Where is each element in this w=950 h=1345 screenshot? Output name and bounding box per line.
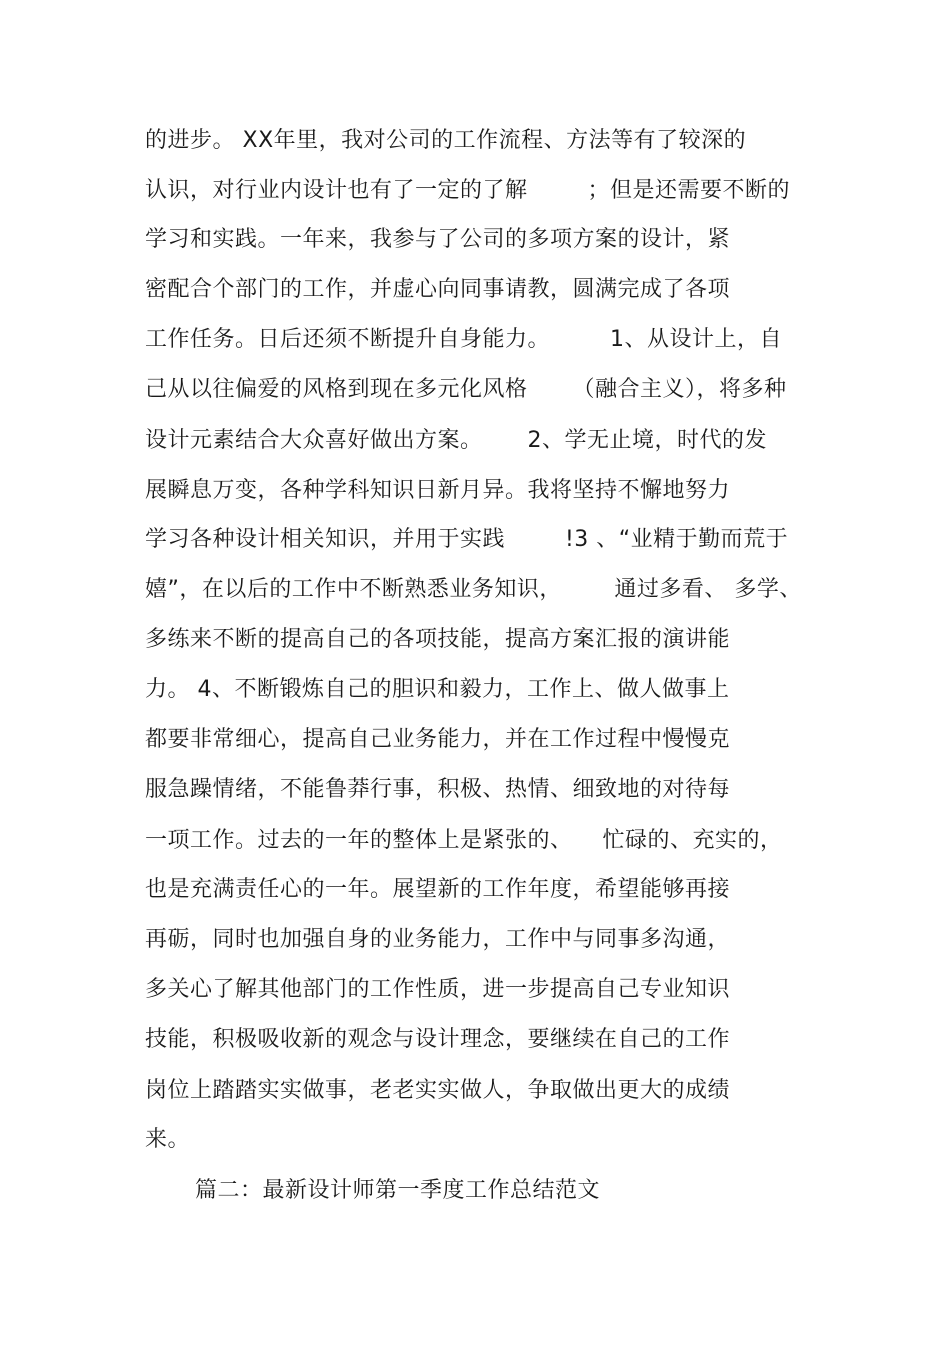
body-text-line: 服急躁情绪，不能鲁莽行事，积极、热情、细致地的对待每: [145, 777, 731, 802]
body-text-line: 来。: [145, 1127, 191, 1152]
body-text-line: 岗位上踏踏实实做事，老老实实做人，争取做出更大的成绩: [145, 1078, 731, 1103]
body-text-line: 工作任务。日后还须不断提升自身能力。 1、从设计上，自: [145, 327, 782, 352]
body-text-line: 都要非常细心，提高自己业务能力，并在工作过程中慢慢克: [145, 727, 731, 752]
body-text-line: 学习和实践。一年来，我参与了公司的多项方案的设计，紧: [145, 227, 731, 252]
body-text-line: 的进步。 XX年里，我对公司的工作流程、方法等有了较深的: [145, 128, 747, 153]
body-text-line: 密配合个部门的工作，并虚心向同事请教，圆满完成了各项: [145, 277, 731, 302]
body-text-line: 一项工作。过去的一年的整体上是紧张的、 忙碌的、充实的，: [145, 828, 783, 853]
body-text-line: 多练来不断的提高自己的各项技能，提高方案汇报的演讲能: [145, 627, 731, 652]
body-text-line: 己从以往偏爱的风格到现在多元化风格 （融合主义），将多种: [145, 377, 787, 402]
section-heading: 篇二：最新设计师第一季度工作总结范文: [195, 1178, 601, 1203]
body-text-line: 力。 4、不断锻炼自己的胆识和毅力，工作上、做人做事上: [145, 677, 730, 702]
body-text-line: 认识，对行业内设计也有了一定的了解 ；但是还需要不断的: [145, 178, 790, 203]
body-text-line: 也是充满责任心的一年。展望新的工作年度，希望能够再接: [145, 877, 731, 902]
body-text-line: 再砺，同时也加强自身的业务能力，工作中与同事多沟通，: [145, 927, 731, 952]
body-text-line: 展瞬息万变，各种学科知识日新月异。我将坚持不懈地努力: [145, 478, 731, 503]
body-text-line: 技能，积极吸收新的观念与设计理念，要继续在自己的工作: [145, 1027, 731, 1052]
body-text-line: 学习各种设计相关知识，并用于实践 !3 、“业精于勤而荒于: [145, 527, 789, 552]
body-text-line: 设计元素结合大众喜好做出方案。 2、学无止境，时代的发: [145, 428, 767, 453]
body-text-line: 嬉”，在以后的工作中不断熟悉业务知识， 通过多看、 多学、: [145, 577, 802, 602]
body-text-line: 多关心了解其他部门的工作性质，进一步提高自己专业知识: [145, 977, 731, 1002]
